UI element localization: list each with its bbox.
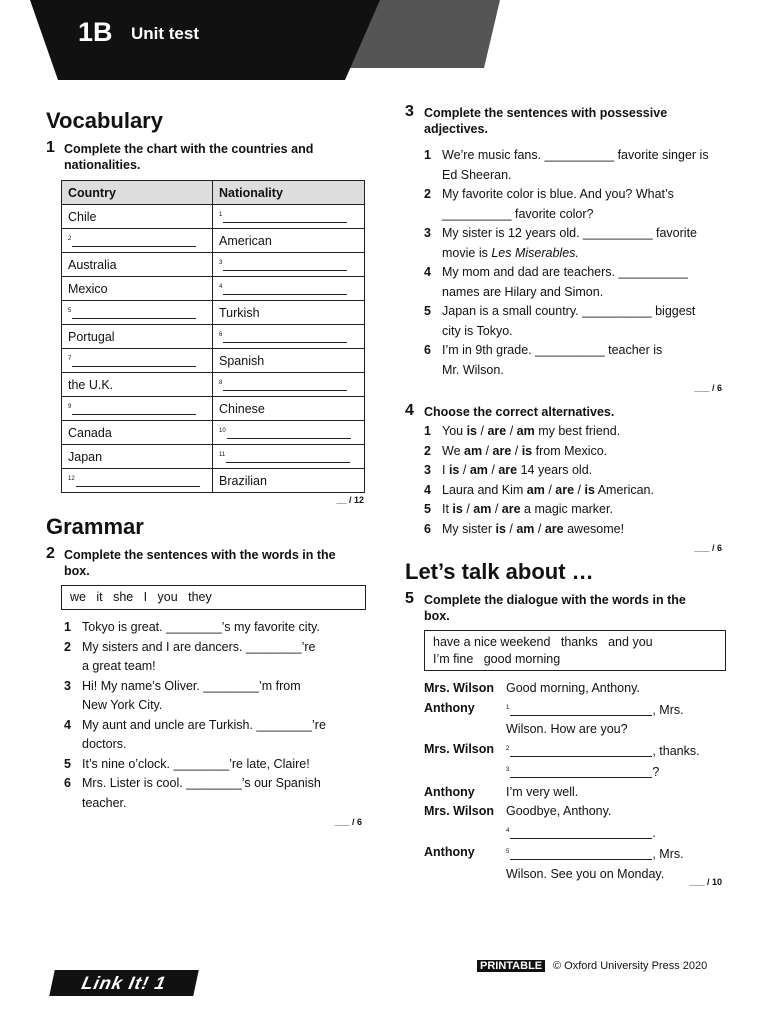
table-row [62, 373, 365, 397]
list-item [424, 341, 734, 361]
q2-word-box: we it she I you they [61, 585, 366, 610]
dialogue-text [506, 802, 611, 822]
country-text: Australia [68, 257, 117, 272]
line-text: . [652, 825, 656, 840]
speaker: Mrs. Wilson [424, 804, 495, 818]
item-text: Tokyo is great. ________’s my favorite city. [82, 620, 320, 634]
nationality-text: Turkish [219, 305, 260, 320]
cell-country[interactable] [62, 301, 213, 325]
alternative-option[interactable]: am [516, 424, 535, 438]
blank-number: 11 [219, 451, 226, 458]
dialogue-line [424, 740, 734, 762]
alternative-option[interactable]: am [473, 502, 492, 516]
blank-number: 3 [506, 767, 510, 773]
alternative-option[interactable]: are [501, 502, 521, 516]
cell-nationality[interactable] [213, 277, 365, 301]
q5-instruction: Complete the dialogue with the words in the box. [424, 593, 686, 623]
q5-score: ___ / 10 [689, 877, 722, 887]
item-text: Laura and Kim [442, 482, 527, 497]
printable-badge: PRINTABLE [477, 960, 545, 972]
cell-nationality [213, 469, 365, 493]
item-text-cont: New York City. [82, 698, 163, 712]
item-number: 5 [64, 756, 71, 771]
line-text-cont: Wilson. See you on Monday. [506, 866, 665, 881]
item-number: 5 [424, 304, 431, 318]
alternative-option[interactable]: is [466, 424, 478, 438]
speaker: Anthony [424, 700, 475, 715]
q3-instruction: Complete the sentences with possessive adjectives. [424, 106, 668, 136]
alternative-option[interactable]: am [516, 521, 535, 536]
unit-code: 1B [78, 17, 113, 47]
q5-number: 5 [405, 590, 414, 607]
dialogue-line [424, 699, 734, 740]
item-text: It [442, 502, 453, 516]
list-item [424, 520, 734, 540]
cell-country [62, 421, 213, 445]
alternative-option[interactable]: am [464, 443, 483, 458]
blank-number: 9 [68, 403, 72, 410]
list-item [424, 146, 734, 166]
speaker [424, 761, 506, 783]
q3-number: 3 [405, 103, 414, 120]
grammar-heading: Grammar [46, 514, 144, 539]
item-text: 14 years old. [517, 463, 593, 477]
cell-nationality [213, 397, 365, 421]
item-text: Mrs. Lister is cool. ________’s our Spanish [82, 776, 321, 790]
blank-number: 3 [219, 259, 223, 266]
line-text: I’m very well. [506, 784, 579, 799]
item-text: My sister is 12 years old. __________ favorite [442, 226, 697, 240]
item-text: I’m in 9th grade. __________ teacher is [442, 343, 663, 357]
list-item [64, 716, 364, 736]
speaker: Mrs. Wilson [424, 741, 495, 756]
list-item-cont [424, 283, 734, 303]
alternative-option[interactable]: are [555, 482, 575, 497]
line-text: , Mrs. [652, 847, 684, 861]
cell-nationality [213, 349, 365, 373]
q5-box-line2: I’m fine good morning [433, 652, 561, 666]
cell-country[interactable] [62, 229, 213, 253]
list-item-cont [64, 735, 364, 755]
item-number: 4 [424, 265, 431, 279]
cell-country [62, 277, 213, 301]
item-italic: Les Miserables. [491, 245, 579, 260]
list-item [64, 618, 364, 638]
item-text: my best friend. [534, 424, 621, 438]
item-text: from Mexico. [532, 443, 608, 458]
dialogue-text [506, 783, 578, 803]
answer-blank[interactable] [72, 235, 196, 247]
line-text: , thanks. [652, 743, 700, 758]
cell-country [62, 445, 213, 469]
item-number: 5 [424, 502, 431, 516]
dialogue-text [506, 740, 700, 762]
answer-blank[interactable] [510, 704, 652, 716]
q2-instruction: Complete the sentences with the words in the box. [64, 548, 336, 578]
line-text: Good morning, Anthony. [506, 681, 640, 695]
answer-blank[interactable] [223, 211, 347, 223]
answer-blank[interactable] [510, 745, 652, 757]
cell-country [62, 325, 213, 349]
q4-sentences [424, 422, 734, 539]
dialogue-line [424, 822, 734, 844]
item-number: 4 [64, 717, 71, 732]
cell-nationality[interactable] [213, 325, 365, 349]
item-text-cont: doctors. [82, 737, 127, 751]
item-text: / [574, 482, 585, 497]
item-text: I [442, 463, 449, 477]
blank-number: 4 [219, 283, 223, 290]
table-row [62, 301, 365, 325]
alternative-option[interactable]: is [448, 463, 460, 477]
item-text: / [534, 521, 545, 536]
country-text: Canada [68, 425, 112, 440]
answer-blank[interactable] [72, 307, 196, 319]
item-number: 2 [424, 187, 431, 201]
col-country: Country [62, 181, 213, 205]
country-text: the U.K. [68, 377, 114, 392]
list-item [424, 422, 734, 442]
dialogue-line [424, 802, 734, 822]
country-nationality-table [61, 180, 365, 493]
blank-number: 1 [219, 211, 223, 218]
alternative-option[interactable]: is [452, 502, 463, 516]
speaker: Mrs. Wilson [424, 681, 495, 695]
item-text: awesome! [563, 521, 625, 536]
line-text: ? [652, 765, 660, 779]
line-text: , Mrs. [652, 702, 684, 717]
item-text-cont: city is Tokyo. [442, 323, 513, 338]
list-item-cont [424, 361, 734, 381]
q2-score: ___ / 6 [334, 817, 362, 827]
alternative-option[interactable]: am [526, 482, 545, 497]
answer-blank[interactable] [223, 331, 347, 343]
blank-number: 1 [506, 704, 510, 711]
list-item [424, 263, 734, 283]
alternative-option[interactable]: are [492, 443, 512, 458]
blank-number: 8 [219, 379, 223, 386]
blank-number: 2 [68, 235, 72, 242]
cell-nationality[interactable] [213, 445, 365, 469]
list-item [424, 185, 734, 205]
item-text: / [491, 502, 502, 516]
item-text: / [477, 424, 488, 438]
list-item-cont [64, 696, 364, 716]
item-text: American. [594, 482, 654, 497]
cell-country[interactable] [62, 349, 213, 373]
item-number: 4 [424, 482, 431, 497]
item-text: a magic marker. [520, 502, 613, 516]
item-text: It’s nine o’clock. ________’re late, Claire! [82, 756, 310, 771]
vocabulary-heading: Vocabulary [46, 108, 163, 133]
dialogue-text [506, 822, 656, 844]
answer-blank[interactable] [510, 766, 652, 778]
blank-number: 5 [68, 307, 72, 314]
cell-nationality[interactable] [213, 253, 365, 277]
alternative-option[interactable]: are [487, 424, 507, 438]
item-text: My sister [442, 521, 496, 536]
item-number: 2 [64, 639, 71, 654]
q1-instruction: Complete the chart with the countries and nationalities. [64, 142, 314, 172]
item-text: / [487, 463, 499, 477]
nationality-text: Chinese [219, 401, 265, 416]
col-nationality: Nationality [213, 181, 365, 205]
alternative-option[interactable]: is [584, 482, 595, 497]
list-item-cont [64, 794, 364, 814]
item-number: 2 [424, 443, 431, 458]
cell-country[interactable] [62, 469, 213, 493]
item-text-cont: __________ favorite color? [442, 206, 594, 221]
item-number: 3 [64, 678, 71, 693]
table-row [62, 325, 365, 349]
table-row [62, 205, 365, 229]
alternative-option[interactable]: is [521, 443, 533, 458]
table-row [62, 421, 365, 445]
item-text: / [505, 521, 517, 536]
list-item-cont [424, 166, 734, 186]
answer-blank[interactable] [223, 379, 347, 391]
item-text: My favorite color is blue. And you? What’s [442, 187, 674, 201]
q4-number: 4 [405, 402, 414, 419]
dialogue-text [506, 699, 684, 740]
speaker [424, 822, 506, 844]
blank-number: 7 [68, 355, 72, 362]
item-number: 1 [424, 424, 431, 438]
list-item [424, 481, 734, 501]
item-text-cont: Mr. Wilson. [442, 362, 504, 377]
line-text-cont: Wilson. How are you? [506, 722, 628, 736]
item-text-cont: names are Hilary and Simon. [442, 284, 604, 299]
country-text: Japan [68, 449, 103, 464]
q1-score: __ / 12 [336, 495, 364, 505]
country-text: Chile [68, 209, 97, 224]
dialogue-text [506, 679, 640, 699]
item-number: 6 [64, 776, 71, 790]
answer-blank[interactable] [76, 475, 200, 487]
item-text-cont: movie is [442, 245, 492, 260]
list-item-cont [424, 322, 734, 342]
list-item [424, 461, 734, 481]
item-number: 3 [424, 226, 431, 240]
list-item [64, 638, 364, 658]
table-row [62, 469, 365, 493]
speaker: Anthony [424, 845, 475, 859]
copyright-text: © Oxford University Press 2020 [553, 960, 708, 972]
item-text-cont: teacher. [82, 795, 127, 810]
blank-number: 5 [506, 849, 510, 855]
speaker: Anthony [424, 784, 475, 799]
list-item [424, 224, 734, 244]
item-text: We’re music fans. __________ favorite singer is [442, 148, 709, 162]
q4-score: ___ / 6 [694, 543, 722, 553]
alternative-option[interactable]: are [544, 521, 564, 536]
blank-number: 10 [219, 427, 226, 434]
cell-country [62, 205, 213, 229]
cell-nationality[interactable] [213, 421, 365, 445]
item-number: 6 [424, 343, 431, 357]
item-text: My aunt and uncle are Turkish. ________’re [82, 717, 326, 732]
item-text: / [506, 424, 517, 438]
cell-nationality [213, 301, 365, 325]
list-item [64, 755, 364, 775]
dialogue-line [424, 761, 734, 783]
table-row [62, 253, 365, 277]
country-text: Portugal [68, 329, 115, 344]
item-text: My sisters and I are dancers. ________’re [82, 639, 316, 654]
dialogue-line [424, 679, 734, 699]
country-text: Mexico [68, 281, 108, 296]
item-number: 3 [424, 463, 431, 477]
blank-number: 12 [68, 475, 75, 482]
answer-blank[interactable] [510, 848, 652, 860]
q2-sentences [64, 618, 364, 813]
blank-number: 4 [506, 827, 510, 834]
nationality-text: Brazilian [219, 473, 267, 488]
q3-sentences [424, 146, 734, 380]
q5-dialogue [424, 679, 734, 884]
blank-number: 6 [219, 331, 223, 338]
item-text: You [442, 424, 467, 438]
nationality-text: Spanish [219, 353, 265, 368]
answer-blank[interactable] [510, 827, 652, 839]
lets-talk-heading: Let’s talk about … [405, 559, 594, 584]
q5-box-line1: have a nice weekend thanks and you [433, 635, 653, 649]
cell-nationality[interactable] [213, 373, 365, 397]
list-item-cont [64, 657, 364, 677]
link-it-logo: Link It! 1 [49, 970, 199, 996]
dialogue-line [424, 783, 734, 803]
cell-country [62, 253, 213, 277]
list-item [424, 500, 734, 520]
item-text: / [459, 463, 470, 477]
table-row [62, 397, 365, 421]
table-row [62, 229, 365, 253]
answer-blank[interactable] [223, 259, 347, 271]
list-item-cont [424, 205, 734, 225]
cell-country [62, 373, 213, 397]
answer-blank[interactable] [226, 451, 350, 463]
table-row [62, 277, 365, 301]
item-text: / [482, 443, 493, 458]
item-number: 1 [64, 620, 71, 634]
list-item [64, 677, 364, 697]
answer-blank[interactable] [227, 427, 351, 439]
answer-blank[interactable] [223, 283, 347, 295]
item-number: 1 [424, 148, 431, 162]
item-text: Hi! My name’s Oliver. ________’m from [82, 678, 301, 693]
item-text: Japan is a small country. __________ biggest [442, 304, 696, 318]
blank-number: 2 [506, 745, 510, 752]
list-item [64, 774, 364, 794]
item-text-cont: a great team! [82, 659, 156, 673]
answer-blank[interactable] [72, 403, 196, 415]
table-row [62, 445, 365, 469]
item-text: / [462, 502, 474, 516]
list-item-cont [424, 244, 734, 264]
q1-number: 1 [46, 139, 55, 156]
line-text: Goodbye, Anthony. [506, 804, 612, 818]
item-text: My mom and dad are teachers. __________ [442, 265, 688, 279]
unit-title: Unit test [131, 24, 199, 43]
q5-word-box [424, 630, 726, 671]
table-row [62, 349, 365, 373]
cell-country[interactable] [62, 397, 213, 421]
cell-nationality[interactable] [213, 205, 365, 229]
cell-nationality [213, 229, 365, 253]
q4-instruction: Choose the correct alternatives. [424, 405, 615, 419]
answer-blank[interactable] [72, 355, 196, 367]
alternative-option[interactable]: am [469, 463, 488, 477]
item-text-cont: Ed Sheeran. [442, 167, 512, 182]
list-item [424, 302, 734, 322]
q3-score: ___ / 6 [694, 383, 722, 393]
dialogue-text [506, 843, 684, 884]
nationality-text: American [219, 233, 272, 248]
q2-number: 2 [46, 545, 55, 562]
item-number: 6 [424, 521, 431, 536]
dialogue-text [506, 761, 659, 783]
alternative-option[interactable]: is [495, 521, 506, 536]
alternative-option[interactable]: are [498, 463, 518, 477]
list-item [424, 442, 734, 462]
item-text: We [442, 443, 464, 458]
item-text: / [511, 443, 522, 458]
item-text: / [544, 482, 556, 497]
